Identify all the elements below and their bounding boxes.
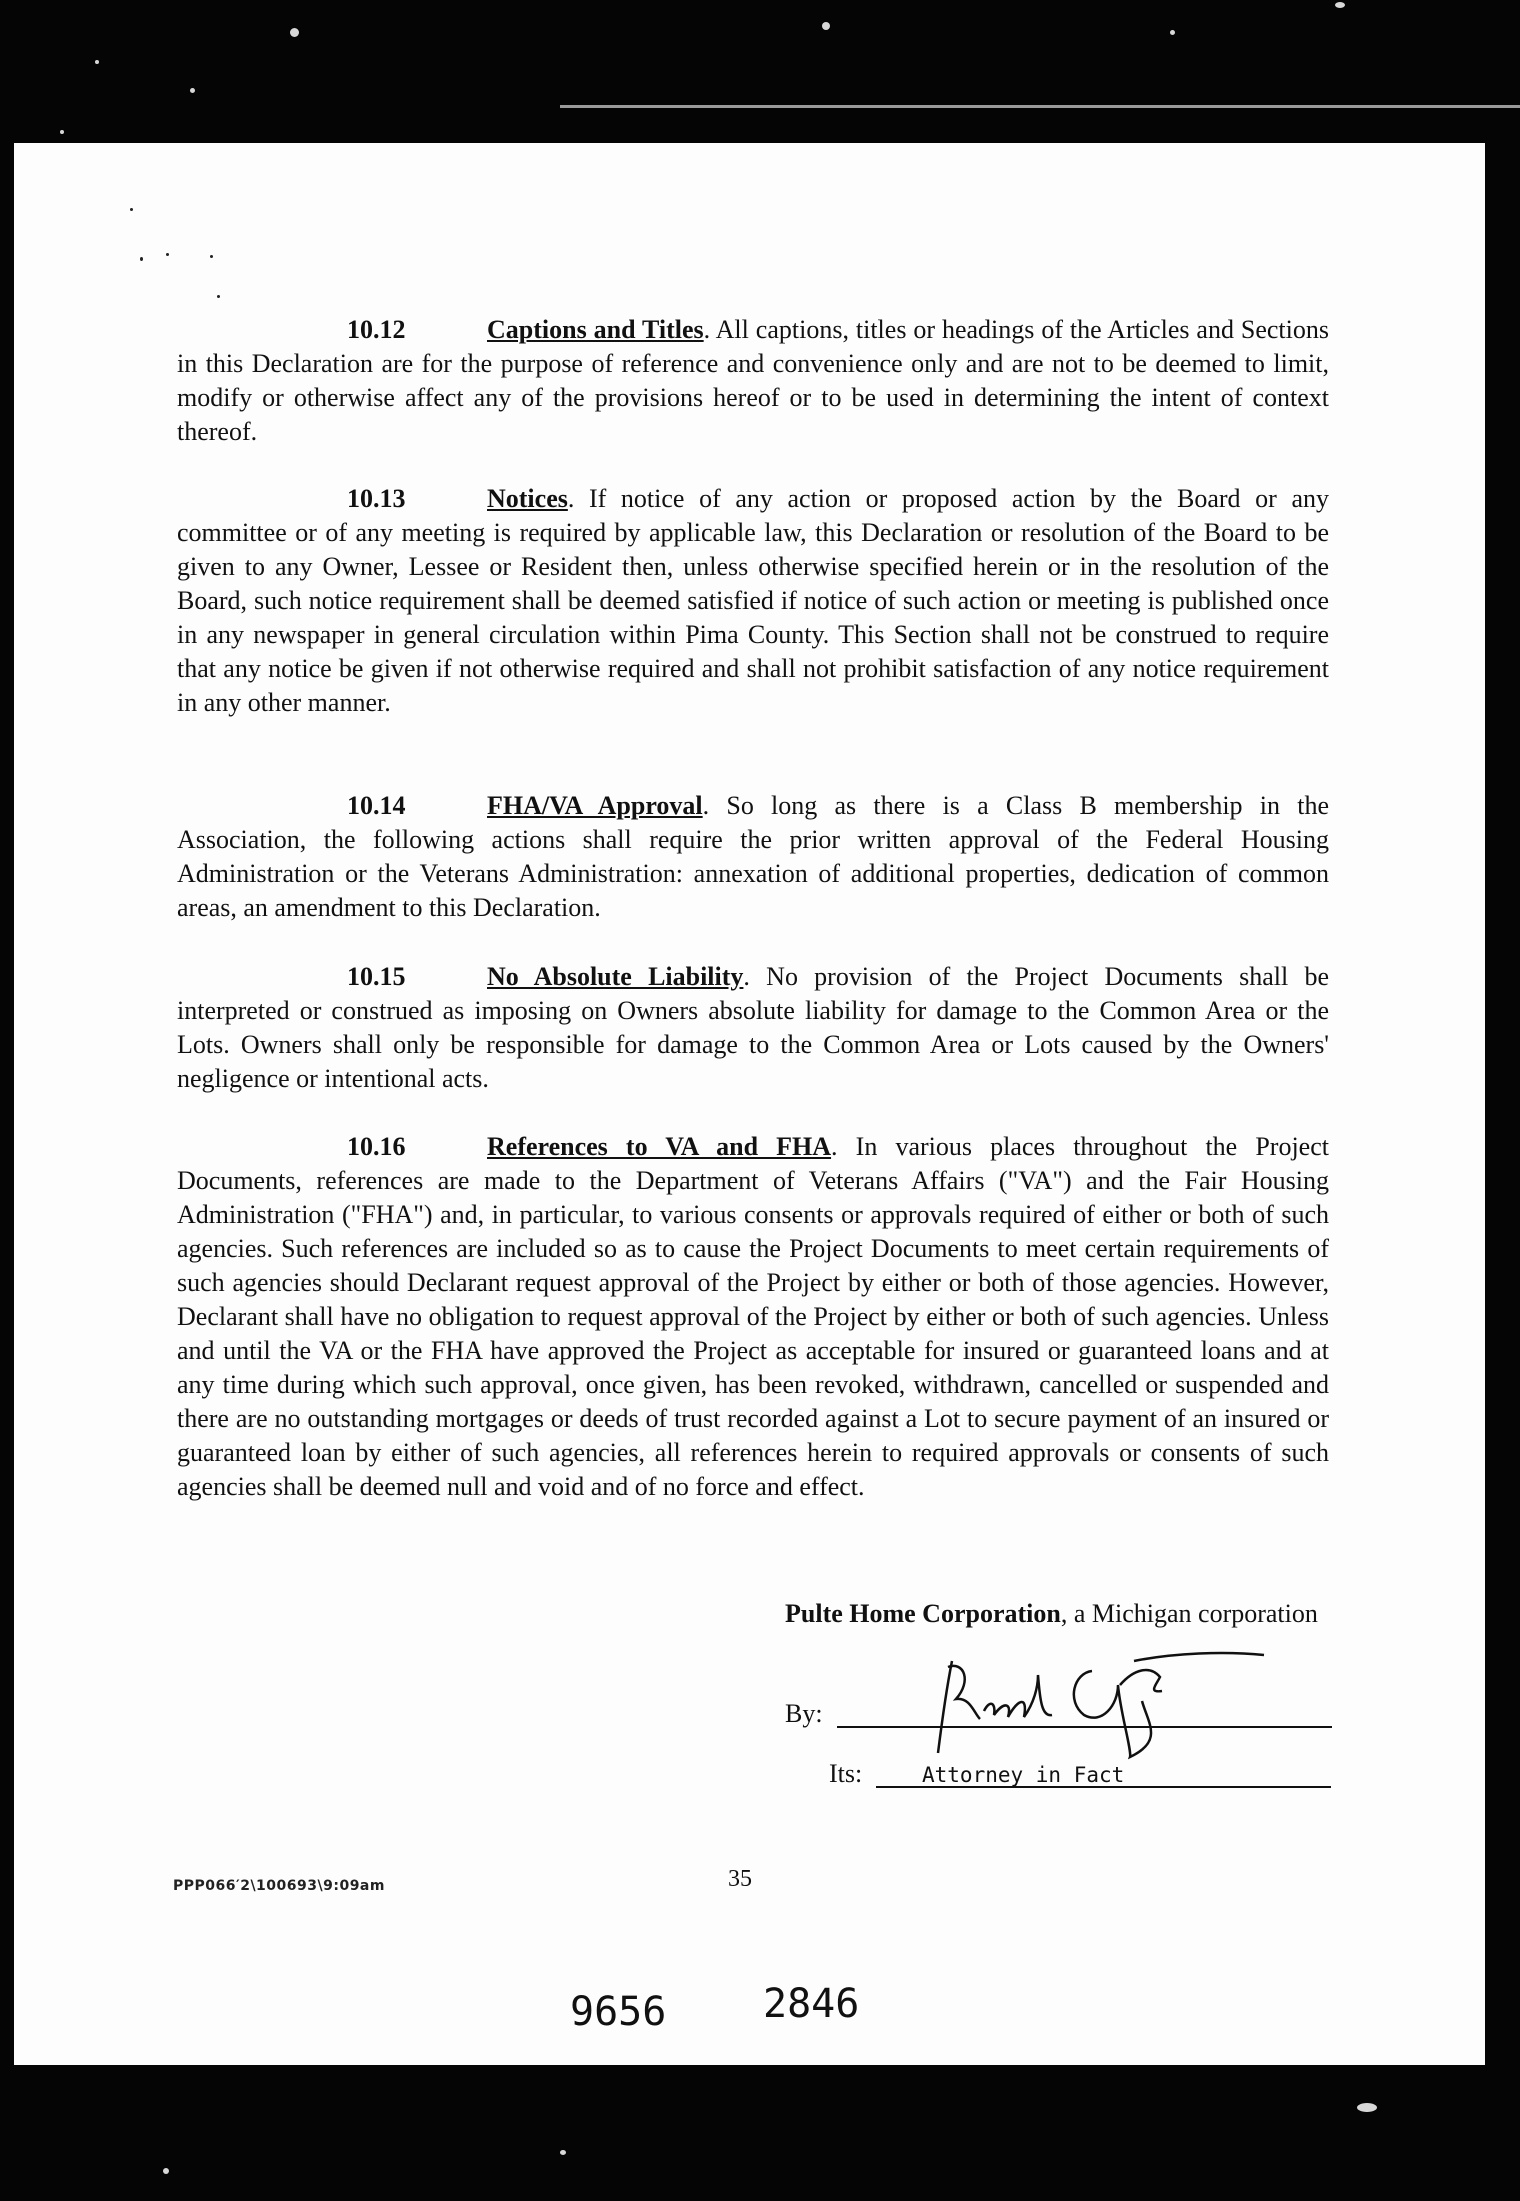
section-body: . So long as there is a Class B membership in the Association, the following actions shall require the prior written approval of the Federal Housing Administration or the Veterans Administration: annexation of additional properties, dedication of common areas, an amendment to this Declaration.	[177, 791, 1329, 922]
document-page	[14, 143, 1485, 2065]
section-body: . If notice of any action or proposed action by the Board or any committee or of any meeting is required by applicable law, this Declaration or resolution of the Board to be given to any Owner, Lessee or Resident then, unless otherwise specified herein or in the resolution of the Board, such notice requirement shall be deemed satisfied if notice of such action or meeting is published once in any newspaper in general circulation within Pima County. This Section shall not be construed to require that any notice be given if not otherwise required and shall not prohibit satisfaction of any notice requirement in any other manner.	[177, 484, 1329, 717]
page-number: 35	[728, 1866, 752, 1892]
signatory-company: Pulte Home Corporation	[785, 1599, 1061, 1628]
signature-block	[785, 1597, 1345, 1631]
scan-speck	[1170, 30, 1175, 35]
section-number: 10.14	[347, 791, 406, 820]
section-body: . In various places throughout the Project Documents, references are made to the Department of Veterans Affairs ("VA") and the Fair Housing Administration ("FHA") and, in particular, to various consents or approvals required of either or both of such agencies. Such references are included so as to cause the Project Documents to meet certain requirements of such agencies should Declarant request approval of the Project by either or both of those agencies. However, Declarant shall have no obligation to request approval of the Project by either or both of such agencies. Unless and until the VA or the FHA have approved the Project as acceptable for insured or guaranteed loans and at any time during which such approval, once given, has been revoked, withdrawn, cancelled or suspended and there are no outstanding mortgages or deeds of trust recorded against a Lot to secure payment of an insured or guaranteed loan by either of such agencies, all references herein to required approvals or consents of such agencies shall be deemed null and void and of no force and effect.	[177, 1132, 1329, 1501]
scan-speck	[60, 130, 64, 134]
recording-book-number: 9656	[570, 1989, 667, 2035]
section-heading: Captions and Titles	[487, 315, 704, 344]
page-speck	[140, 257, 143, 261]
section-body: . No provision of the Project Documents shall be interpreted or construed as imposing on Owners absolute liability for damage to the Common Area or the Lots. Owners shall only be responsible for damage to the Common Area or Lots caused by the Owners' negligence or intentional acts.	[177, 962, 1329, 1093]
by-label: By:	[785, 1699, 823, 1728]
scan-speck	[1335, 2, 1345, 8]
section-number: 10.16	[347, 1132, 406, 1161]
section-heading: References to VA and FHA	[487, 1132, 832, 1161]
scan-edge-line	[560, 105, 1520, 108]
section-heading: FHA/VA Approval	[487, 791, 703, 820]
page-speck	[166, 253, 169, 256]
signatory-company-suffix: , a Michigan corporation	[1060, 1599, 1318, 1628]
page-speck	[210, 255, 213, 258]
section-10-14	[177, 789, 1329, 925]
section-10-15	[177, 960, 1329, 1096]
section-number: 10.12	[347, 315, 406, 344]
section-10-13	[177, 482, 1329, 720]
section-10-16	[177, 1130, 1329, 1504]
file-reference-code: PPP066′2\100693\9:09am	[173, 1878, 385, 1894]
page-speck	[130, 208, 133, 211]
scan-speck	[822, 22, 830, 30]
section-number: 10.13	[347, 484, 406, 513]
section-number: 10.15	[347, 962, 406, 991]
scan-speck	[560, 2150, 566, 2155]
handwritten-signature	[934, 1641, 1274, 1761]
recording-page-number: 2846	[763, 1981, 860, 2027]
scan-speck	[95, 60, 99, 64]
section-body: . All captions, titles or headings of the Articles and Sections in this Declaration are for the purpose of reference and convenience only and are not to be deemed to limit, modify or otherwise affect any of the provisions hereof or to be used in determining the intent of context thereof.	[177, 315, 1329, 446]
section-10-12	[177, 313, 1329, 449]
signatory-title: Attorney in Fact	[922, 1763, 1125, 1787]
scan-speck	[290, 28, 299, 37]
section-heading: No Absolute Liability	[487, 962, 744, 991]
scan-speck	[1357, 2103, 1377, 2112]
scan-speck	[190, 88, 195, 93]
its-label: Its:	[829, 1759, 863, 1788]
section-heading: Notices	[487, 484, 568, 513]
scan-speck	[163, 2168, 169, 2174]
page-speck	[217, 295, 220, 298]
